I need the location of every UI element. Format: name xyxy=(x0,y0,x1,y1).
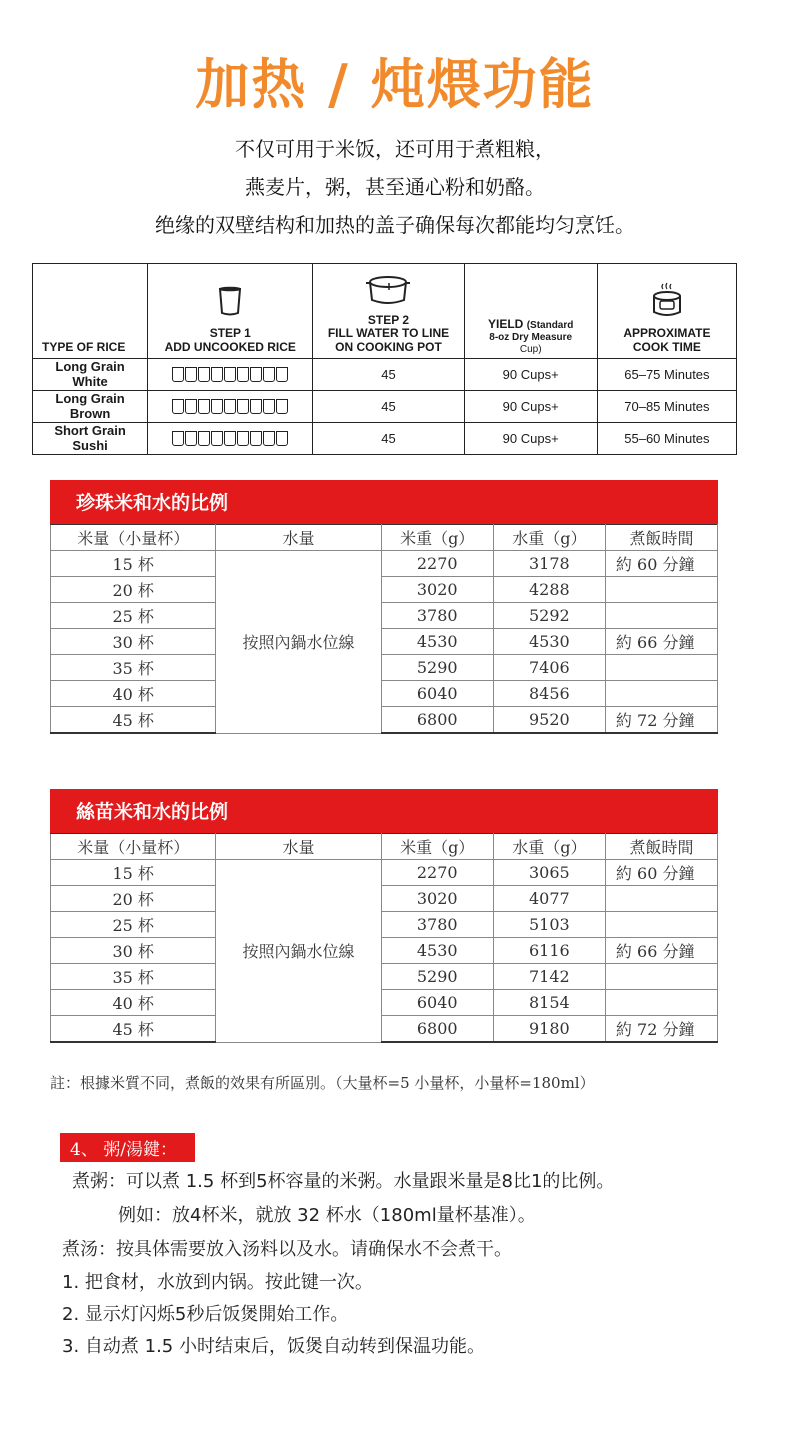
water-weight-cell: 7406 xyxy=(493,655,605,681)
header-cook-time: 煮飯時間 xyxy=(605,834,717,860)
cook-time-cell xyxy=(605,912,717,938)
water-weight-cell: 3065 xyxy=(493,860,605,886)
cup-icon xyxy=(263,399,275,414)
rice-cups-cell: 15 杯 xyxy=(51,551,216,577)
cup-icon xyxy=(276,431,288,446)
header-type-of-rice: TYPE OF RICE xyxy=(33,264,148,359)
rice-cups-cell: 40 杯 xyxy=(51,990,216,1016)
rice-weight-cell: 5290 xyxy=(381,655,493,681)
rice-type-cell: Long Grain White xyxy=(33,359,148,391)
table-row xyxy=(51,551,718,577)
intro-line-1: 不仅可用于米饭，还可用于煮粗粮， xyxy=(235,137,555,161)
header-water-amount: 水量 xyxy=(216,525,381,551)
rice-cups-cell: 45 杯 xyxy=(51,707,216,734)
cook-time-cell: 65–75 Minutes xyxy=(597,359,736,391)
uncooked-rice-cups xyxy=(148,359,313,391)
cook-time-cell xyxy=(605,886,717,912)
water-weight-cell: 9520 xyxy=(493,707,605,734)
rice-row-long-grain-brown xyxy=(33,391,737,423)
header-water-weight: 水重（g） xyxy=(493,834,605,860)
rice-weight-cell: 3780 xyxy=(381,912,493,938)
header-cook-time: APPROXIMATE COOK TIME xyxy=(597,264,736,359)
water-line-cell: 45 xyxy=(313,391,464,423)
cup-icon xyxy=(185,431,197,446)
step-item-2: 2. 显示灯闪烁5秒后饭煲開始工作。 xyxy=(62,1304,349,1325)
cup-icon xyxy=(211,367,223,382)
rice-type-cell: Long Grain Brown xyxy=(33,391,148,423)
header-rice-weight: 米重（g） xyxy=(381,834,493,860)
step-item-3: 3. 自动煮 1.5 小时结束后，饭煲自动转到保温功能。 xyxy=(62,1336,485,1357)
table-row xyxy=(51,860,718,886)
cup-icon xyxy=(250,367,262,382)
rice-cups-cell: 20 杯 xyxy=(51,577,216,603)
header-water-amount: 水量 xyxy=(216,834,381,860)
cup-icon xyxy=(250,399,262,414)
cups-row xyxy=(148,431,312,446)
rice-cups-cell: 40 杯 xyxy=(51,681,216,707)
rice-weight-cell: 2270 xyxy=(381,860,493,886)
water-weight-cell: 4530 xyxy=(493,629,605,655)
cup-icon xyxy=(172,399,184,414)
header-cook-time: 煮飯時間 xyxy=(605,525,717,551)
rice-type-cell: Short Grain Sushi xyxy=(33,423,148,455)
rice-weight-cell: 3020 xyxy=(381,577,493,603)
water-weight-cell: 5292 xyxy=(493,603,605,629)
water-weight-cell: 6116 xyxy=(493,938,605,964)
cup-icon xyxy=(211,399,223,414)
rice-cups-cell: 45 杯 xyxy=(51,1016,216,1043)
cup-icon xyxy=(198,431,210,446)
water-weight-cell: 9180 xyxy=(493,1016,605,1043)
cup-icon xyxy=(224,431,236,446)
cook-time-cell xyxy=(605,990,717,1016)
header-rice-cups: 米量（小量杯） xyxy=(51,834,216,860)
rice-row-long-grain-white xyxy=(33,359,737,391)
cup-icon xyxy=(263,367,275,382)
cook-time-cell: 約 60 分鐘 xyxy=(605,860,717,886)
cup-icon xyxy=(185,367,197,382)
cook-time-cell xyxy=(605,655,717,681)
rice-weight-cell: 3020 xyxy=(381,886,493,912)
yield-cell: 90 Cups+ xyxy=(464,391,597,423)
water-line-cell: 45 xyxy=(313,359,464,391)
rice-weight-cell: 4530 xyxy=(381,629,493,655)
header-yield: YIELD (Standard 8-oz Dry Measure Cup) xyxy=(464,264,597,359)
intro-line-2: 燕麦片，粥，甚至通心粉和奶酪。 xyxy=(245,175,545,199)
cook-time-cell: 約 66 分鐘 xyxy=(605,938,717,964)
cup-icon xyxy=(237,399,249,414)
water-weight-cell: 8154 xyxy=(493,990,605,1016)
water-weight-cell: 8456 xyxy=(493,681,605,707)
cup-icon xyxy=(172,367,184,382)
ratio-header-row xyxy=(51,525,718,551)
cook-time-cell: 約 72 分鐘 xyxy=(605,707,717,734)
cups-row xyxy=(148,399,312,414)
cook-time-cell xyxy=(605,603,717,629)
table-row xyxy=(51,681,718,707)
cooking-pot-icon xyxy=(365,274,411,310)
rice-weight-cell: 6040 xyxy=(381,990,493,1016)
header-step2: STEP 2 FILL WATER TO LINE ON COOKING POT xyxy=(313,264,464,359)
section-tag: 4、 粥/湯鍵： xyxy=(60,1133,195,1162)
page-title: 加热 / 炖煨功能 xyxy=(195,53,595,116)
cup-icon xyxy=(224,367,236,382)
rice-cups-cell: 15 杯 xyxy=(51,860,216,886)
table-row xyxy=(51,1016,718,1043)
rice-cups-cell: 35 杯 xyxy=(51,964,216,990)
water-note-cell: 按照內鍋水位線 xyxy=(216,860,381,1043)
table-row xyxy=(51,964,718,990)
rice-weight-cell: 3780 xyxy=(381,603,493,629)
rice-weight-cell: 6800 xyxy=(381,707,493,734)
water-weight-cell: 4288 xyxy=(493,577,605,603)
table-row xyxy=(51,629,718,655)
rice-cups-cell: 30 杯 xyxy=(51,938,216,964)
water-weight-cell: 5103 xyxy=(493,912,605,938)
cup-icon xyxy=(250,431,262,446)
table-row xyxy=(51,707,718,734)
cook-time-cell xyxy=(605,964,717,990)
table-row xyxy=(51,577,718,603)
porridge-line: 煮粥：可以煮 1.5 杯到5杯容量的米粥。水量跟米量是8比1的比例。 xyxy=(72,1171,615,1192)
rice-cups-cell: 20 杯 xyxy=(51,886,216,912)
table-row xyxy=(51,912,718,938)
rice-row-short-grain-sushi xyxy=(33,423,737,455)
cup-icon xyxy=(217,286,243,320)
water-note-cell: 按照內鍋水位線 xyxy=(216,551,381,734)
rice-weight-cell: 2270 xyxy=(381,551,493,577)
cook-time-cell: 55–60 Minutes xyxy=(597,423,736,455)
rice-weight-cell: 6040 xyxy=(381,681,493,707)
header-rice-weight: 米重（g） xyxy=(381,525,493,551)
yield-cell: 90 Cups+ xyxy=(464,423,597,455)
step-item-1: 1. 把食材，水放到内锅。按此键一次。 xyxy=(62,1272,373,1293)
pearl-rice-ratio-table xyxy=(50,524,718,734)
cup-icon xyxy=(211,431,223,446)
water-line-cell: 45 xyxy=(313,423,464,455)
silk-rice-ratio-title: 絲苗米和水的比例 xyxy=(50,789,718,833)
water-weight-cell: 3178 xyxy=(493,551,605,577)
header-water-weight: 水重（g） xyxy=(493,525,605,551)
cup-icon xyxy=(276,399,288,414)
cup-icon xyxy=(198,367,210,382)
silk-rice-ratio-block xyxy=(50,789,718,1043)
table-row xyxy=(51,655,718,681)
cook-time-cell xyxy=(605,681,717,707)
header-rice-cups: 米量（小量杯） xyxy=(51,525,216,551)
cook-time-cell: 70–85 Minutes xyxy=(597,391,736,423)
cup-icon xyxy=(172,431,184,446)
rice-cups-cell: 25 杯 xyxy=(51,603,216,629)
water-weight-cell: 4077 xyxy=(493,886,605,912)
cup-icon xyxy=(224,399,236,414)
table-row xyxy=(51,886,718,912)
cook-time-cell: 約 72 分鐘 xyxy=(605,1016,717,1043)
rice-cups-cell: 30 杯 xyxy=(51,629,216,655)
cup-icon xyxy=(276,367,288,382)
rice-cups-cell: 35 杯 xyxy=(51,655,216,681)
soup-line: 煮汤：按具体需要放入汤料以及水。请确保水不会煮干。 xyxy=(62,1239,512,1260)
cups-row xyxy=(148,367,312,382)
table-row xyxy=(51,938,718,964)
water-weight-cell: 7142 xyxy=(493,964,605,990)
cup-icon xyxy=(237,431,249,446)
cook-time-cell xyxy=(605,577,717,603)
rice-cups-cell: 25 杯 xyxy=(51,912,216,938)
rice-table-header-row xyxy=(33,264,737,359)
cook-time-cell: 約 66 分鐘 xyxy=(605,629,717,655)
ratio-header-row xyxy=(51,834,718,860)
rice-weight-cell: 4530 xyxy=(381,938,493,964)
footnote: 註：根據米質不同，煮飯的效果有所區別。（大量杯=5 小量杯，小量杯=180ml） xyxy=(50,1074,595,1092)
pearl-rice-ratio-block xyxy=(50,480,718,734)
pearl-rice-ratio-title: 珍珠米和水的比例 xyxy=(50,480,718,524)
cup-icon xyxy=(198,399,210,414)
table-row xyxy=(51,603,718,629)
header-step1: STEP 1 ADD UNCOOKED RICE xyxy=(148,264,313,359)
table-row xyxy=(51,990,718,1016)
intro-line-3: 绝缘的双壁结构和加热的盖子确保每次都能均匀烹饪。 xyxy=(155,213,635,237)
rice-weight-cell: 5290 xyxy=(381,964,493,990)
cup-icon xyxy=(263,431,275,446)
silk-rice-ratio-table xyxy=(50,833,718,1043)
cook-time-cell: 約 60 分鐘 xyxy=(605,551,717,577)
uncooked-rice-cups xyxy=(148,423,313,455)
rice-cooking-table xyxy=(32,263,737,455)
example-line: 例如：放4杯米，就放 32 杯水（180ml量杯基准）。 xyxy=(118,1205,536,1226)
cup-icon xyxy=(185,399,197,414)
rice-cooker-icon xyxy=(650,282,684,322)
yield-cell: 90 Cups+ xyxy=(464,359,597,391)
uncooked-rice-cups xyxy=(148,391,313,423)
rice-weight-cell: 6800 xyxy=(381,1016,493,1043)
cup-icon xyxy=(237,367,249,382)
